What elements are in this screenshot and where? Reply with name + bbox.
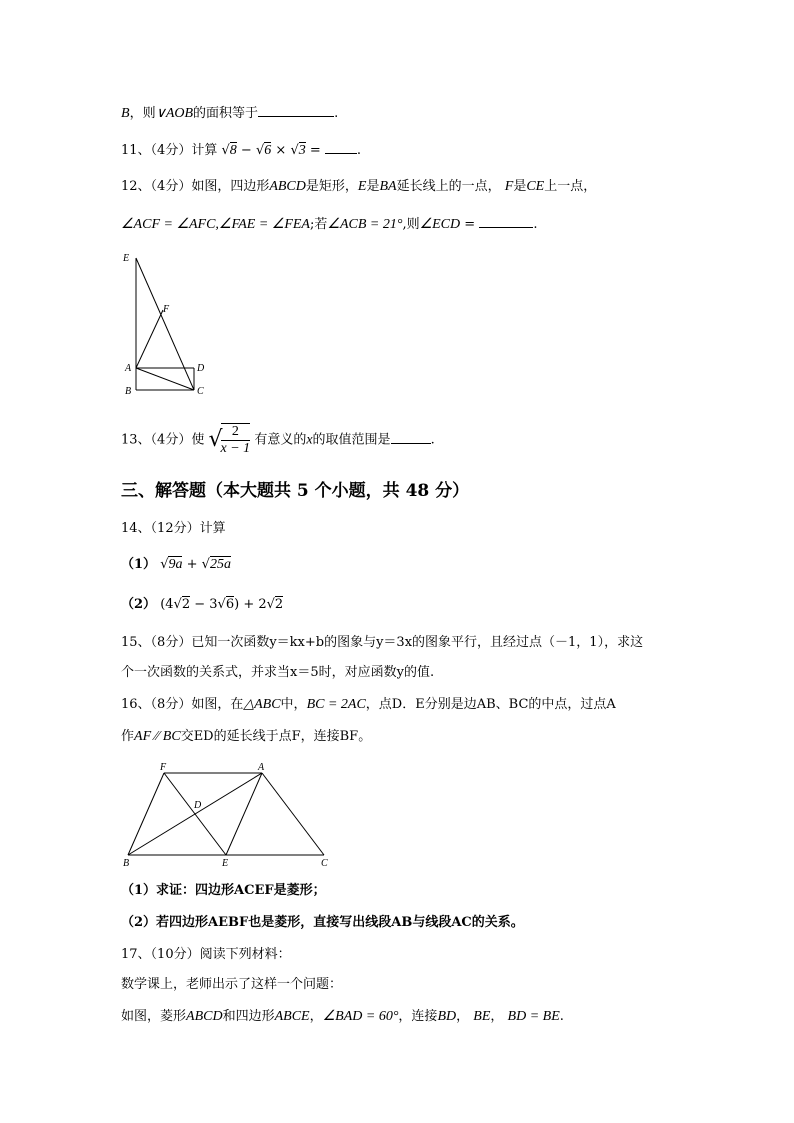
sqrt-25a: √25a: [201, 557, 231, 572]
sqrt-9a: √9a: [160, 557, 183, 572]
q14-part2-label: （2）: [121, 597, 157, 612]
q12-point-f: F: [504, 179, 514, 194]
q17-be: BE: [473, 1009, 491, 1024]
q16-line-ae: [226, 773, 262, 855]
q17-abce: ABCE: [274, 1009, 310, 1024]
q11-number: 11、（4分）计算: [121, 143, 218, 158]
q16-label-e: E: [222, 858, 229, 869]
q13-numerator: 2: [221, 424, 251, 441]
q13-mid: 有意义的: [254, 432, 307, 448]
q17-connect: ，连接: [398, 1009, 438, 1024]
q11-answer-blank: [325, 140, 357, 154]
sqrt-6-b: √6: [217, 597, 235, 612]
q16-label-c: C: [321, 858, 328, 869]
q12-line-ec: [136, 258, 194, 390]
q16-rest2: 交ED的延长线于点F，连接BF。: [180, 729, 372, 744]
q12-equals: =: [464, 217, 476, 232]
q12-figure: [118, 248, 208, 398]
q13-var-x: x: [306, 432, 313, 448]
q12-line-af: [136, 310, 163, 368]
q17-line1: 数学课上，老师出示了这样一个问题：: [121, 977, 343, 992]
q13-denominator: x − 1: [220, 441, 251, 456]
q14-open: (4: [160, 597, 174, 612]
q15-line2: 个一次函数的关系式，并求当x＝5时，对应函数y的值.: [121, 665, 435, 680]
q17-angle-bad: ∠BAD = 60°: [322, 1009, 399, 1024]
q17-rhombus-text: 如图，菱形: [121, 1009, 187, 1024]
q17-bd-eq-be: BD = BE: [507, 1009, 560, 1024]
q12-label-a: A: [125, 363, 132, 374]
q13-suffix: 的取值范围是: [312, 432, 391, 448]
q16-prefix: 16、（8分）如图，在: [121, 697, 244, 712]
q12-angle-acb: ∠ACB = 21°: [327, 217, 403, 232]
q12-mid: 是矩形，: [305, 179, 358, 194]
q16-condition: BC = 2AC: [306, 697, 366, 712]
q12-mid4: 是: [513, 179, 527, 194]
q12-label-c: C: [197, 386, 204, 397]
q10-answer-blank: [258, 103, 334, 117]
q12-rect-abcd: ABCD: [269, 179, 306, 194]
q11-times: ×: [275, 143, 287, 158]
q12-if: ;若: [310, 217, 328, 232]
q17-abcd: ABCD: [186, 1009, 223, 1024]
q12-end1: 上一点，: [544, 179, 597, 194]
q12-line2: [121, 214, 537, 234]
q16-line-fb: [128, 773, 164, 855]
sqrt-3: √3: [290, 143, 306, 158]
q12-angle-relations: ∠ACF = ∠AFC,∠FAE = ∠FEA: [121, 217, 310, 232]
q10-tail: [121, 103, 338, 123]
q11-end: .: [356, 143, 362, 158]
q12-mid3: 延长线上的一点，: [396, 179, 501, 194]
q16-make: 作: [121, 729, 135, 744]
q13-prefix: 13、（4分）使: [121, 432, 205, 448]
q14-minus: − 3: [194, 597, 218, 612]
q10-point-b: B: [121, 106, 130, 121]
q12-mid2: 是: [366, 179, 380, 194]
q13-fraction: [221, 423, 251, 457]
q16-triangle: △ABC: [243, 697, 281, 712]
q10-end: .: [334, 106, 339, 121]
q12-angle-ecd: ∠ECD: [419, 217, 461, 232]
q12-seg-ba: BA: [379, 179, 397, 194]
q10-mid: ，则: [129, 106, 156, 121]
q17-comma2: ，: [456, 1009, 470, 1024]
sqrt-8: √8: [221, 143, 237, 158]
q16-line-fe: [164, 773, 226, 855]
q17-comma1: ，: [309, 1009, 323, 1024]
q17-end: .: [559, 1009, 564, 1024]
q13-end: .: [430, 432, 435, 448]
q14-part1-label: （1）: [121, 557, 157, 572]
q12-point-e: E: [357, 179, 367, 194]
q12-line1: [121, 178, 596, 196]
q16-label-a: A: [258, 762, 265, 773]
q14-part2: [121, 596, 283, 614]
q17-bd: BD: [437, 1009, 457, 1024]
q14-plus: +: [186, 557, 198, 572]
q14-part1: [121, 556, 231, 574]
q12-end2: .: [533, 217, 538, 232]
q10-suffix: 的面积等于: [193, 106, 259, 121]
q12-seg-ce: CE: [526, 179, 545, 194]
q14-close: ) + 2: [234, 597, 267, 612]
q11-minus: −: [240, 143, 252, 158]
sqrt-2-c: √2: [266, 597, 284, 612]
section-title: 三、解答题（本大题共 5 个小题，共 48 分）: [121, 481, 470, 501]
q16-label-b: B: [123, 858, 130, 869]
q12-label-f: F: [163, 304, 170, 315]
q16-parallel: AF ⁄⁄ BC: [134, 729, 181, 744]
q16-label-d: D: [194, 800, 202, 811]
q12-answer-blank: [479, 214, 533, 228]
q12-label-b: B: [125, 386, 132, 397]
q12-then: ,则: [402, 217, 420, 232]
q16-label-f: F: [160, 762, 167, 773]
q12-label-d: D: [197, 363, 205, 374]
q16-line-ac: [262, 773, 324, 855]
q17-line2: [121, 1008, 564, 1026]
q13-answer-blank: [391, 430, 431, 444]
q17-head: 17、（10分）阅读下列材料：: [121, 947, 291, 962]
q12-label-e: E: [123, 253, 130, 264]
q13-sqrt-sign: √: [208, 427, 223, 452]
sqrt-2-a: √2: [173, 597, 191, 612]
q14-head: 14、（12分）计算: [121, 521, 226, 536]
q11-equals: =: [309, 143, 321, 158]
q16-line1: [121, 696, 616, 714]
q12-prefix: 12、（4分）如图，四边形: [121, 179, 270, 194]
q17-comma3: ，: [490, 1009, 504, 1024]
q16-line2: [121, 728, 371, 746]
q17-quad-text: 和四边形: [222, 1009, 275, 1024]
q16-figure: [118, 760, 338, 870]
q13: [121, 420, 435, 460]
q16-part1: （1）求证：四边形ACEF是菱形；: [121, 883, 326, 898]
q16-rest1: ，点D．E分别是边AB、BC的中点，过点A: [365, 697, 616, 712]
sqrt-6: √6: [255, 143, 272, 158]
q11: [121, 140, 361, 160]
q15-line1: 15、（8分）已知一次函数y＝kx+b的图象与y＝3x的图象平行，且经过点（－1，1），求这: [121, 635, 644, 650]
q16-part2: （2）若四边形AEBF也是菱形，直接写出线段AB与线段AC的关系。: [121, 915, 524, 930]
q16-mid: 中，: [280, 697, 307, 712]
q10-triangle: ∨AOB: [155, 106, 194, 121]
